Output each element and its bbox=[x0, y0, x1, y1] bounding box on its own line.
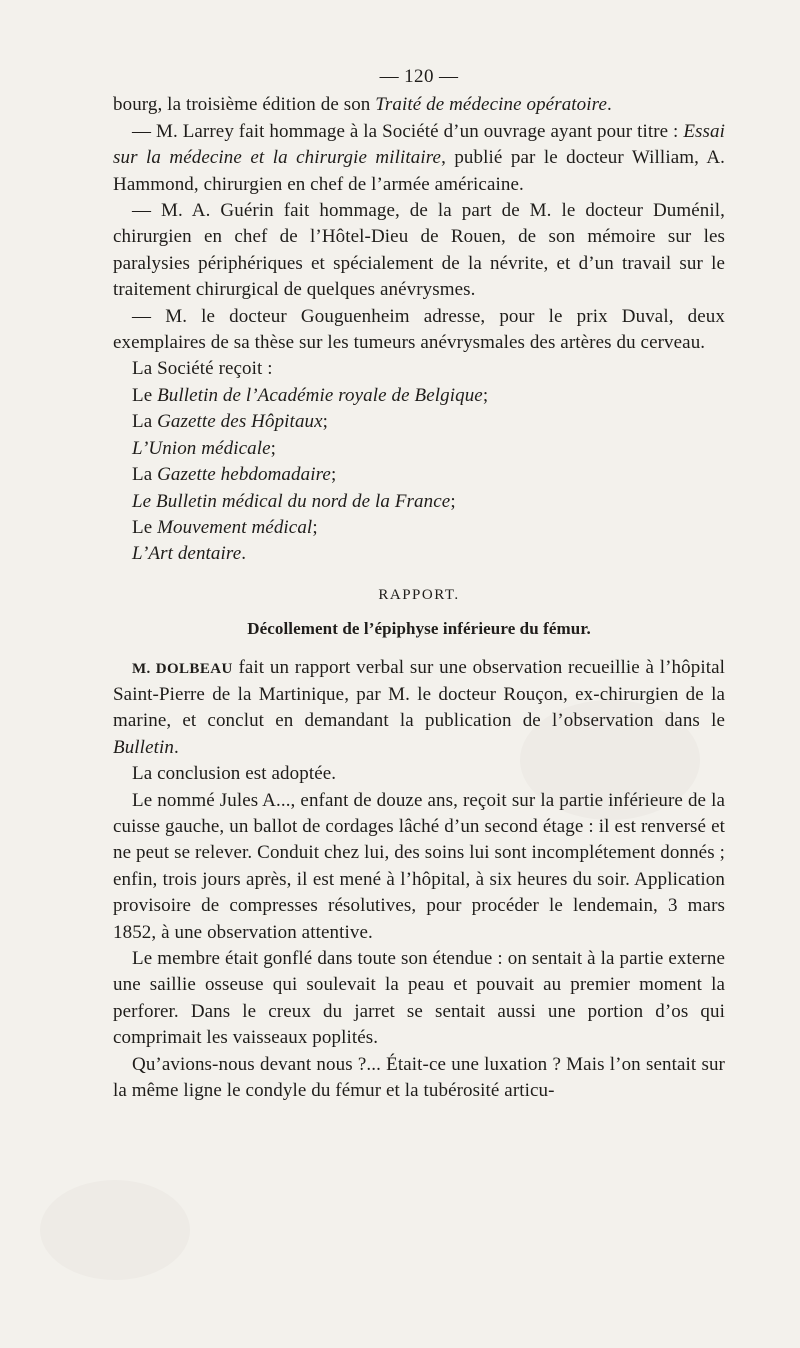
page-number: — 120 — bbox=[379, 66, 459, 87]
journal-item: Le Bulletin médical du nord de la France; bbox=[132, 490, 456, 512]
paragraph-3: — M. A. Guérin fait hommage, de la part de M. le docteur Duménil, chirurgien en chef de l’Hôtel-Dieu de Rouen, de son mémoire sur les paralysies périphériques et spécialement de la névrite, et d’un travail sur le traitement chirurgical de quelques anévrysmes. bbox=[113, 200, 725, 301]
journal-item: La Gazette des Hôpitaux; bbox=[132, 411, 329, 433]
journal-item: L’Union médicale; bbox=[132, 437, 277, 459]
report-paragraph-2: La conclusion est adoptée. bbox=[132, 763, 337, 785]
journal-title: Le Bulletin médical du nord de la France bbox=[132, 490, 451, 512]
paragraph-4: — M. le docteur Gouguenheim adresse, pour le prix Duval, deux exemplaires de sa thèse sur les tumeurs anévrysmales des artères du cerveau. bbox=[113, 305, 725, 354]
paragraph-2-part-3: , publié par le docteur William, A. Hammond, chirurgien en chef de l’armée américaine. bbox=[113, 147, 725, 195]
journal-list bbox=[113, 383, 725, 568]
report-paragraph-3: Le nommé Jules A..., enfant de douze ans, reçoit sur la partie inférieure de la cuisse gauche, un ballot de cordages lâché d’un second étage : il est renversé et ne peut se relever. Conduit chez lui, des soins lui sont incomplétement donnés ; enfin, trois jours après, il est mené à l’hôpital, à six heures du soir. Application provisoire de compresses résolutives, pour procéder le lendemain, 3 mars 1852, à une observation attentive. bbox=[113, 789, 725, 943]
journal-item: Le Bulletin de l’Académie royale de Belgique; bbox=[132, 384, 489, 406]
text-block bbox=[113, 64, 725, 1104]
paragraph-1-part-3: . bbox=[606, 94, 612, 116]
journal-article: L’ bbox=[132, 437, 149, 459]
section-gap bbox=[113, 568, 725, 582]
report-paragraph-5: Qu’avions-nous devant nous ?... Était-ce une luxation ? Mais l’on sentait sur la même ligne le condyle du fémur et la tubérosité articu- bbox=[113, 1053, 725, 1102]
paper-stain bbox=[40, 1180, 190, 1280]
journal-title: L’Art dentaire bbox=[132, 543, 242, 565]
book-title-essai: Essai sur la médecine et la chirurgie militaire bbox=[113, 120, 725, 169]
paragraph-1 bbox=[113, 92, 725, 118]
book-title-traite: Traité de médecine opératoire bbox=[375, 94, 607, 116]
journal-item: La Gazette hebdomadaire; bbox=[132, 464, 337, 486]
paragraph-1-part-1: bourg, la troisième édition de son bbox=[113, 94, 376, 116]
society-receives-intro: La Société reçoit : bbox=[132, 358, 273, 380]
author-name: M. DOLBEAU bbox=[132, 660, 233, 677]
paragraph-2 bbox=[113, 119, 725, 198]
journal-title: Gazette hebdomadaire bbox=[157, 464, 331, 486]
report-paragraph-1: M. DOLBEAU fait un rapport verbal sur une observation recueillie à l’hôpital Saint-Pierre de la Martinique, par M. le docteur Rouçon, ex-chirurgien de la marine, et conclut en demandant la publication de l’observation dans le Bulletin. bbox=[113, 656, 725, 758]
journal-title: Union médicale bbox=[148, 437, 271, 459]
section-heading: RAPPORT. bbox=[378, 586, 460, 603]
section-title: Décollement de l’épiphyse inférieure du fémur. bbox=[247, 619, 591, 639]
journal-title: Gazette des Hôpitaux bbox=[157, 411, 323, 433]
paragraph-2-part-1: — M. Larrey fait hommage à la Société d’un ouvrage ayant pour titre : bbox=[132, 120, 684, 142]
journal-title: Bulletin de l’Académie royale de Belgique bbox=[157, 384, 483, 406]
report-paragraph-4: Le membre était gonflé dans toute son étendue : on sentait à la partie externe une saillie osseuse qui soulevait la peau et pouvait au premier moment la perforer. Dans le creux du jarret se sentait aussi une portion d’os qui comprimait les vaisseaux poplités. bbox=[113, 948, 725, 1049]
bulletin-title: Bulletin bbox=[113, 736, 174, 758]
journal-item: Le Mouvement médical; bbox=[132, 516, 318, 538]
journal-item: L’Art dentaire. bbox=[132, 543, 247, 565]
journal-title: Mouvement médical bbox=[157, 516, 313, 538]
